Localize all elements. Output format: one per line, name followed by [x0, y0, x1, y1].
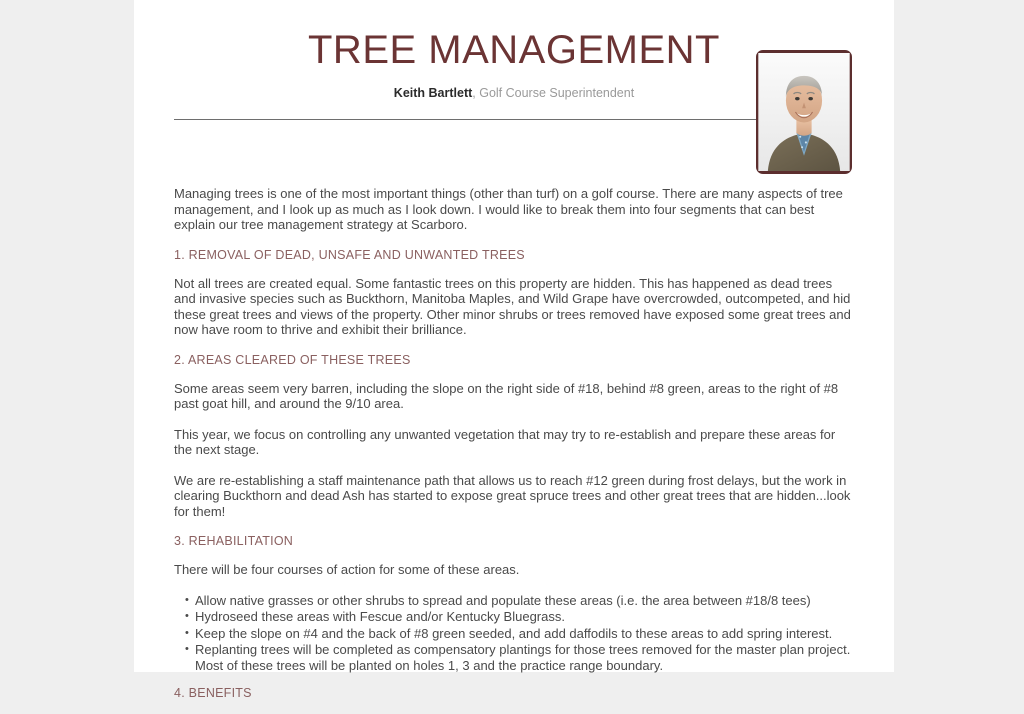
list-item: • Keep the slope on #4 and the back of #8 green seeded, and add daffodils to these areas to add spring interest.: [185, 626, 854, 642]
section-heading-3: 3. REHABILITATION: [174, 534, 294, 548]
byline-author: Keith Bartlett: [393, 86, 473, 100]
avatar: [756, 50, 852, 174]
document-body: [174, 186, 854, 714]
section-2-paragraph-1: Some areas seem very barren, including the slope on the right side of #18, behind #8 green, areas to the right of #8 past goat hill, and around the 9/10 area.: [174, 380, 839, 411]
byline-role: , Golf Course Superintendent: [472, 86, 635, 100]
section-3-paragraph: There will be four courses of action for some of these areas.: [174, 562, 520, 577]
section-heading-4: 4. BENEFITS: [174, 686, 252, 700]
section-heading-2: 2. AREAS CLEARED OF THESE TREES: [174, 352, 411, 367]
intro-paragraph: Managing trees is one of the most important things (other than turf) on a golf course. There are many aspects of tree management, and I look up as much as I look down. I would like to break them into four segments that can best explain our tree management strategy at Scarboro.: [174, 186, 843, 232]
list-item: • Allow native grasses or other shrubs to spread and populate these areas (i.e. the area between #18/8 tees): [185, 593, 854, 609]
rehabilitation-bullet-list: [174, 593, 854, 674]
section-heading-1: 1. REMOVAL OF DEAD, UNSAFE AND UNWANTED TREES: [174, 247, 525, 262]
headshot-photo-icon: [759, 53, 849, 171]
section-2-paragraph-3: We are re-establishing a staff maintenance path that allows us to reach #12 green during frost delays, but the work in clearing Buckthorn and dead Ash has started to expose great spruce trees and other great trees that are hidden...look for them!: [174, 472, 851, 519]
document-header: [134, 0, 894, 180]
section-2-paragraph-2: This year, we focus on controlling any unwanted vegetation that may try to re-establish and prepare these areas for the next stage.: [174, 426, 836, 457]
header-divider: [174, 119, 756, 120]
list-item: • Hydroseed these areas with Fescue and/or Kentucky Bluegrass.: [185, 609, 854, 625]
document-page: [134, 0, 894, 700]
page-title: TREE MANAGEMENT: [308, 28, 720, 72]
list-item: • Replanting trees will be completed as compensatory plantings for those trees removed for the master plan project. Most of these trees will be planted on holes 1, 3 and the practice range boundary.: [185, 642, 854, 673]
section-1-paragraph: Not all trees are created equal. Some fantastic trees on this property are hidden. This has happened as dead trees and invasive species such as Buckthorn, Manitoba Maples, and Wild Grape have overcrowded, outcompeted, and hid these great trees and views of the property. Other minor shrubs or trees removed have exposed some great trees and now have room to thrive and exhibit their brilliance.: [174, 275, 851, 337]
